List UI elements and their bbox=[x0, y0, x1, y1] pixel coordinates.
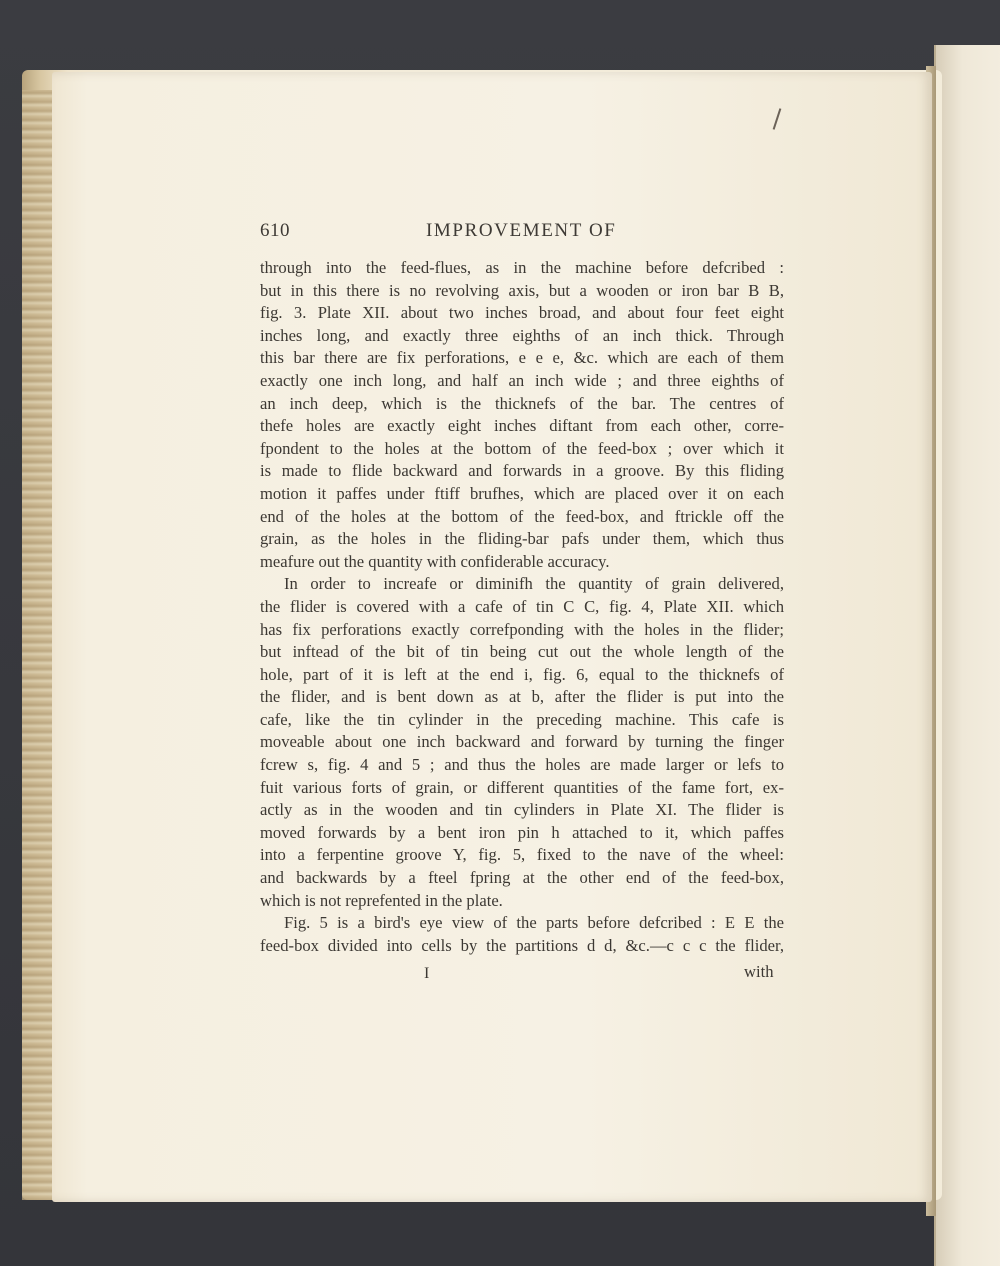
signature-mark: I bbox=[424, 965, 430, 982]
facing-page-edge bbox=[934, 45, 1000, 1266]
text-line: fpondent to the holes at the bottom of the feed-box ; over which it bbox=[260, 438, 784, 458]
text-line: feed-box divided into cells by the partitions d d, &c.—c c c the flider, bbox=[260, 935, 784, 955]
text-line: exactly one inch long, and half an inch wide ; and three eighths of bbox=[260, 370, 784, 390]
text-line: meafure out the quantity with confiderable accuracy. bbox=[260, 551, 610, 571]
text-line: is made to flide backward and forwards in a groove. By this fliding bbox=[260, 461, 784, 481]
text-line: through into the feed-flues, as in the machine before defcribed : bbox=[260, 258, 784, 277]
text-line: but inftead of the bit of tin being cut out the whole length of the bbox=[260, 642, 784, 662]
text-line: this bar there are fix perforations, e e e, &c. which are each of them bbox=[260, 348, 784, 368]
text-line: moved forwards by a bent iron pin h attached to it, which paffes bbox=[260, 822, 784, 842]
text-line: Fig. 5 is a bird's eye view of the parts before defcribed : E E the bbox=[284, 913, 784, 933]
text-line: into a ferpentine groove Y, fig. 5, fixed to the nave of the wheel: bbox=[260, 845, 784, 865]
running-title: IMPROVEMENT OF bbox=[426, 220, 617, 241]
text-line: has fix perforations exactly correfponding with the holes in the flider; bbox=[260, 619, 784, 639]
text-line: actly as in the wooden and tin cylinders in Plate XI. The flider is bbox=[260, 800, 784, 820]
text-line: which is not reprefented in the plate. bbox=[260, 890, 503, 910]
text-line: cafe, like the tin cylinder in the preceding machine. This cafe is bbox=[260, 709, 784, 729]
body-text bbox=[260, 257, 784, 957]
text-line: inches long, and exactly three eighths of an inch thick. Through bbox=[260, 325, 784, 345]
text-line: the flider, and is bent down as at b, after the flider is put into the bbox=[260, 687, 784, 707]
text-line: fuit various forts of grain, or different quantities of the fame fort, ex- bbox=[260, 777, 784, 797]
text-line: an inch deep, which is the thicknefs of the bar. The centres of bbox=[260, 393, 784, 413]
text-line: hole, part of it is left at the end i, fig. 6, equal to the thicknefs of bbox=[260, 664, 784, 684]
text-line: fcrew s, fig. 4 and 5 ; and thus the holes are made larger or lefs to bbox=[260, 755, 784, 775]
text-line: In order to increafe or diminifh the quantity of grain delivered, bbox=[284, 574, 784, 594]
catchword: with bbox=[744, 962, 774, 981]
text-line: motion it paffes under ftiff brufhes, which are placed over it on each bbox=[260, 483, 784, 503]
text-line: moveable about one inch backward and forward by turning the finger bbox=[260, 732, 784, 752]
text-line: but in this there is no revolving axis, but a wooden or iron bar B B, bbox=[260, 280, 784, 300]
page-number: 610 bbox=[260, 220, 290, 241]
text-line: and backwards by a fteel fpring at the other end of the feed-box, bbox=[260, 868, 784, 888]
text-line: end of the holes at the bottom of the feed-box, and ftrickle off the bbox=[260, 506, 784, 526]
text-line: thefe holes are exactly eight inches diftant from each other, corre- bbox=[260, 416, 784, 436]
text-line: the flider is covered with a cafe of tin C C, fig. 4, Plate XII. which bbox=[260, 596, 784, 616]
text-line: fig. 3. Plate XII. about two inches broad, and about four feet eight bbox=[260, 303, 784, 323]
running-head bbox=[260, 220, 790, 248]
worn-page-edges bbox=[22, 90, 52, 1200]
text-line: grain, as the holes in the fliding-bar pafs under them, which thus bbox=[260, 529, 784, 549]
